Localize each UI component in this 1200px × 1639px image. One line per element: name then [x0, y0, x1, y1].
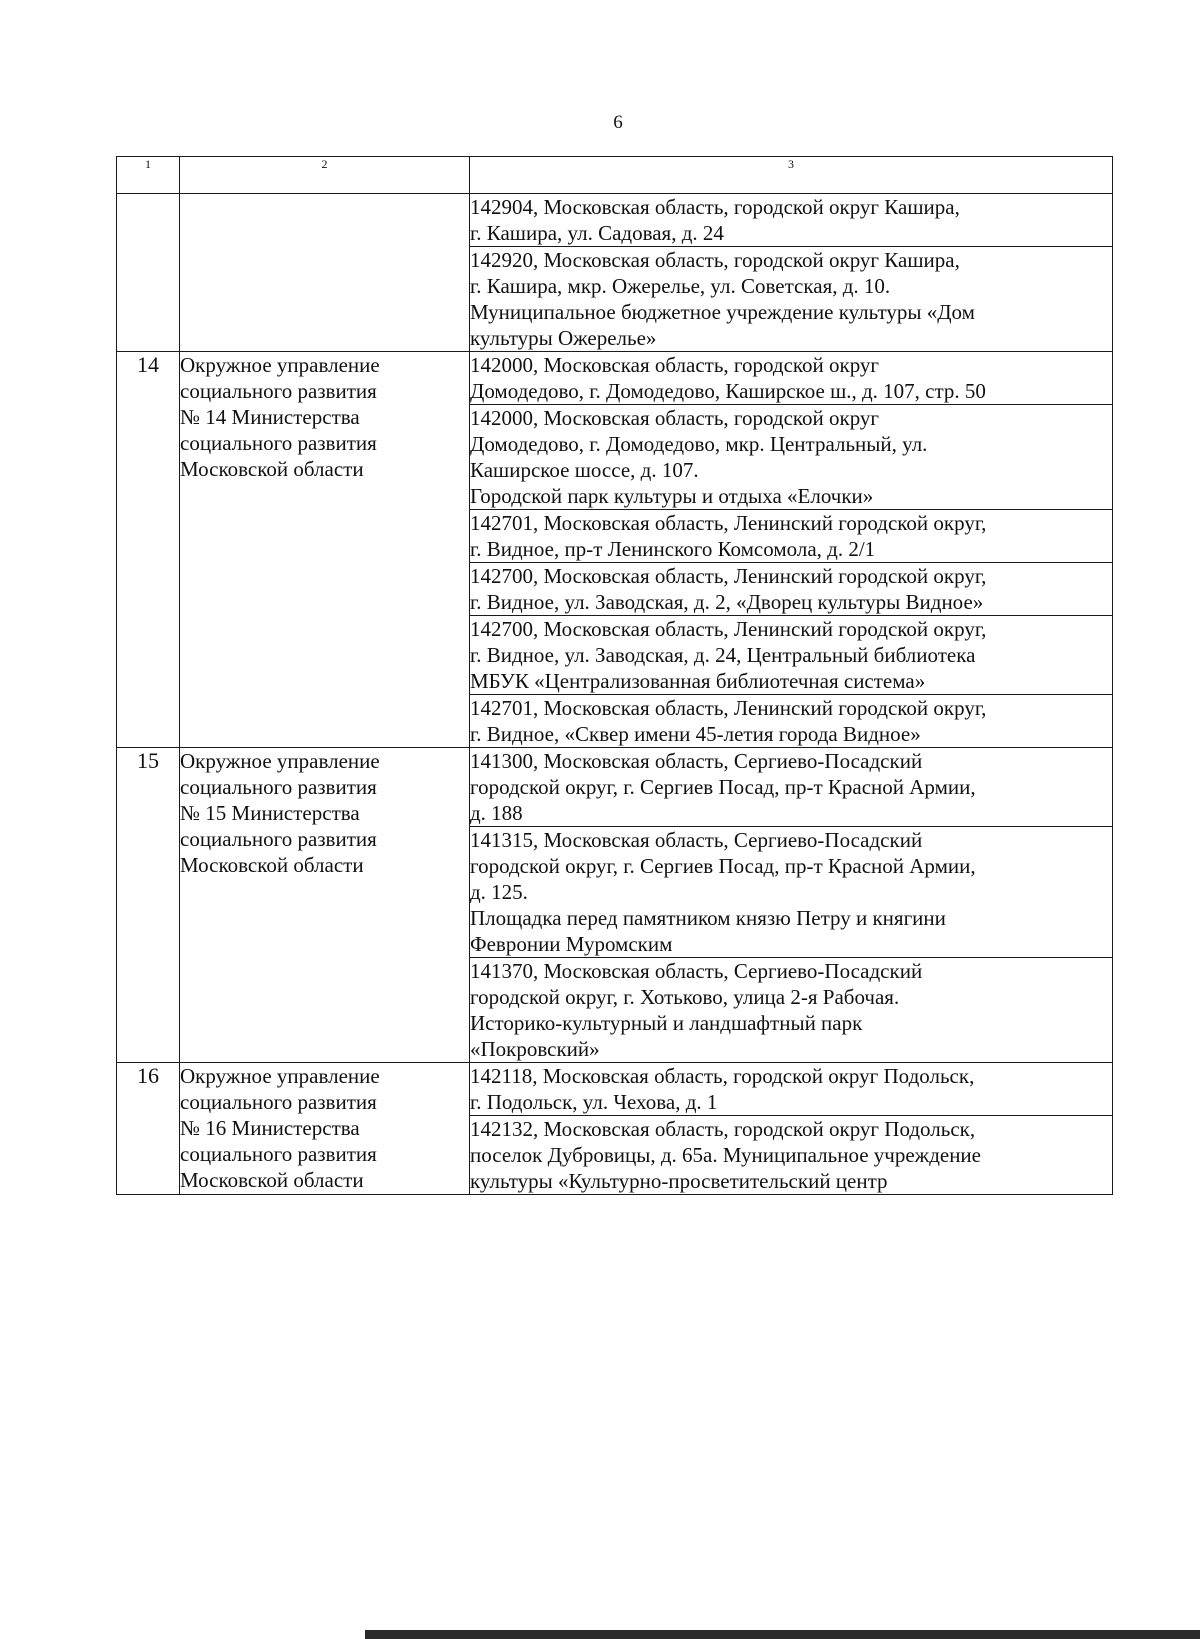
table-header-row — [117, 157, 1113, 194]
table-body — [117, 194, 1113, 1195]
organization-line: Окружное управление — [180, 1064, 380, 1088]
address-line: д. 125. — [470, 880, 528, 904]
scan-edge-mark — [365, 1630, 1200, 1639]
address-line: г. Видное, ул. Заводская, д. 2, «Дворец культуры Видное» — [470, 590, 984, 614]
address-line: «Покровский» — [470, 1037, 600, 1061]
organization-line: социального развития — [180, 1090, 377, 1114]
organization-line: Московской области — [180, 853, 364, 877]
address-line: Историко-культурный и ландшафтный парк — [470, 1011, 863, 1035]
address-line: г. Видное, пр-т Ленинского Комсомола, д. 2/1 — [470, 537, 876, 561]
address-line: Каширское шоссе, д. 107. — [470, 458, 699, 482]
table-row — [117, 748, 1113, 827]
row-number-cell — [117, 194, 180, 352]
addresses-table — [116, 156, 1113, 1195]
address-cell — [470, 748, 1113, 827]
address-line: 142000, Московская область, городской округ — [470, 353, 880, 377]
organization-line: № 14 Министерства — [180, 405, 360, 429]
address-cell — [470, 616, 1113, 695]
address-line: г. Видное, «Сквер имени 45-летия города Видное» — [470, 722, 921, 746]
address-line: 142000, Московская область, городской округ — [470, 406, 880, 430]
column-header-2: 2 — [180, 157, 470, 194]
organization-line: № 15 Министерства — [180, 801, 360, 825]
address-cell — [470, 563, 1113, 616]
organization-line: социального развития — [180, 431, 377, 455]
row-number-cell: 14 — [117, 352, 180, 748]
address-cell — [470, 1063, 1113, 1116]
organization-cell — [180, 194, 470, 352]
address-line: 142701, Московская область, Ленинский городской округ, — [470, 696, 987, 720]
address-cell — [470, 352, 1113, 405]
address-line: Муниципальное бюджетное учреждение культуры «Дом — [470, 300, 975, 324]
address-line: 141300, Московская область, Сергиево-Посадский — [470, 749, 923, 773]
address-line: 142904, Московская область, городской округ Кашира, — [470, 195, 960, 219]
address-cell — [470, 510, 1113, 563]
organization-line: социального развития — [180, 827, 377, 851]
address-line: 142920, Московская область, городской округ Кашира, — [470, 248, 960, 272]
address-line: д. 188 — [470, 801, 523, 825]
address-line: городской округ, г. Сергиев Посад, пр-т Красной Армии, — [470, 854, 976, 878]
organization-cell — [180, 748, 470, 1063]
organization-line: социального развития — [180, 775, 377, 799]
organization-cell — [180, 352, 470, 748]
table-row — [117, 194, 1113, 247]
table-row — [117, 1063, 1113, 1116]
organization-line: Окружное управление — [180, 353, 380, 377]
address-line: Площадка перед памятником князю Петру и княгини — [470, 906, 946, 930]
address-line: г. Видное, ул. Заводская, д. 24, Центральный библиотека — [470, 643, 976, 667]
column-header-3: 3 — [470, 157, 1113, 194]
organization-line: социального развития — [180, 379, 377, 403]
address-line: городской округ, г. Сергиев Посад, пр-т Красной Армии, — [470, 775, 976, 799]
address-line: 142700, Московская область, Ленинский городской округ, — [470, 564, 987, 588]
organization-line: № 16 Министерства — [180, 1116, 360, 1140]
address-line: Домодедово, г. Домодедово, мкр. Центральный, ул. — [470, 432, 928, 456]
address-line: 141370, Московская область, Сергиево-Посадский — [470, 959, 923, 983]
row-number-cell: 16 — [117, 1063, 180, 1195]
table-row — [117, 352, 1113, 405]
column-header-1: 1 — [117, 157, 180, 194]
address-line: 141315, Московская область, Сергиево-Посадский — [470, 828, 923, 852]
page-number: 6 — [613, 112, 623, 133]
address-line: 142132, Московская область, городской округ Подольск, — [470, 1117, 976, 1141]
address-line: Февронии Муромским — [470, 932, 673, 956]
organization-line: Московской области — [180, 1168, 364, 1192]
address-line: г. Подольск, ул. Чехова, д. 1 — [470, 1090, 718, 1114]
organization-line: социального развития — [180, 1142, 377, 1166]
address-line: 142118, Московская область, городской округ Подольск, — [470, 1064, 975, 1088]
row-number-cell: 15 — [117, 748, 180, 1063]
address-cell — [470, 958, 1113, 1063]
organization-cell — [180, 1063, 470, 1195]
address-cell — [470, 194, 1113, 247]
address-cell — [470, 405, 1113, 510]
address-line: Домодедово, г. Домодедово, Каширское ш., д. 107, стр. 50 — [470, 379, 986, 403]
address-cell — [470, 1116, 1113, 1195]
address-cell — [470, 827, 1113, 958]
organization-line: Окружное управление — [180, 749, 380, 773]
address-line: городской округ, г. Хотьково, улица 2-я Рабочая. — [470, 985, 900, 1009]
address-line: 142700, Московская область, Ленинский городской округ, — [470, 617, 987, 641]
address-line: культуры «Культурно-просветительский центр — [470, 1169, 888, 1193]
address-line: культуры Ожерелье» — [470, 326, 657, 350]
address-line: поселок Дубровицы, д. 65а. Муниципальное учреждение — [470, 1143, 981, 1167]
address-line: г. Кашира, мкр. Ожерелье, ул. Советская, д. 10. — [470, 274, 891, 298]
address-line: 142701, Московская область, Ленинский городской округ, — [470, 511, 987, 535]
address-line: МБУК «Централизованная библиотечная система» — [470, 669, 926, 693]
address-line: г. Кашира, ул. Садовая, д. 24 — [470, 221, 724, 245]
address-line: Городской парк культуры и отдыха «Елочки» — [470, 484, 874, 508]
organization-line: Московской области — [180, 457, 364, 481]
address-cell — [470, 247, 1113, 352]
address-cell — [470, 695, 1113, 748]
